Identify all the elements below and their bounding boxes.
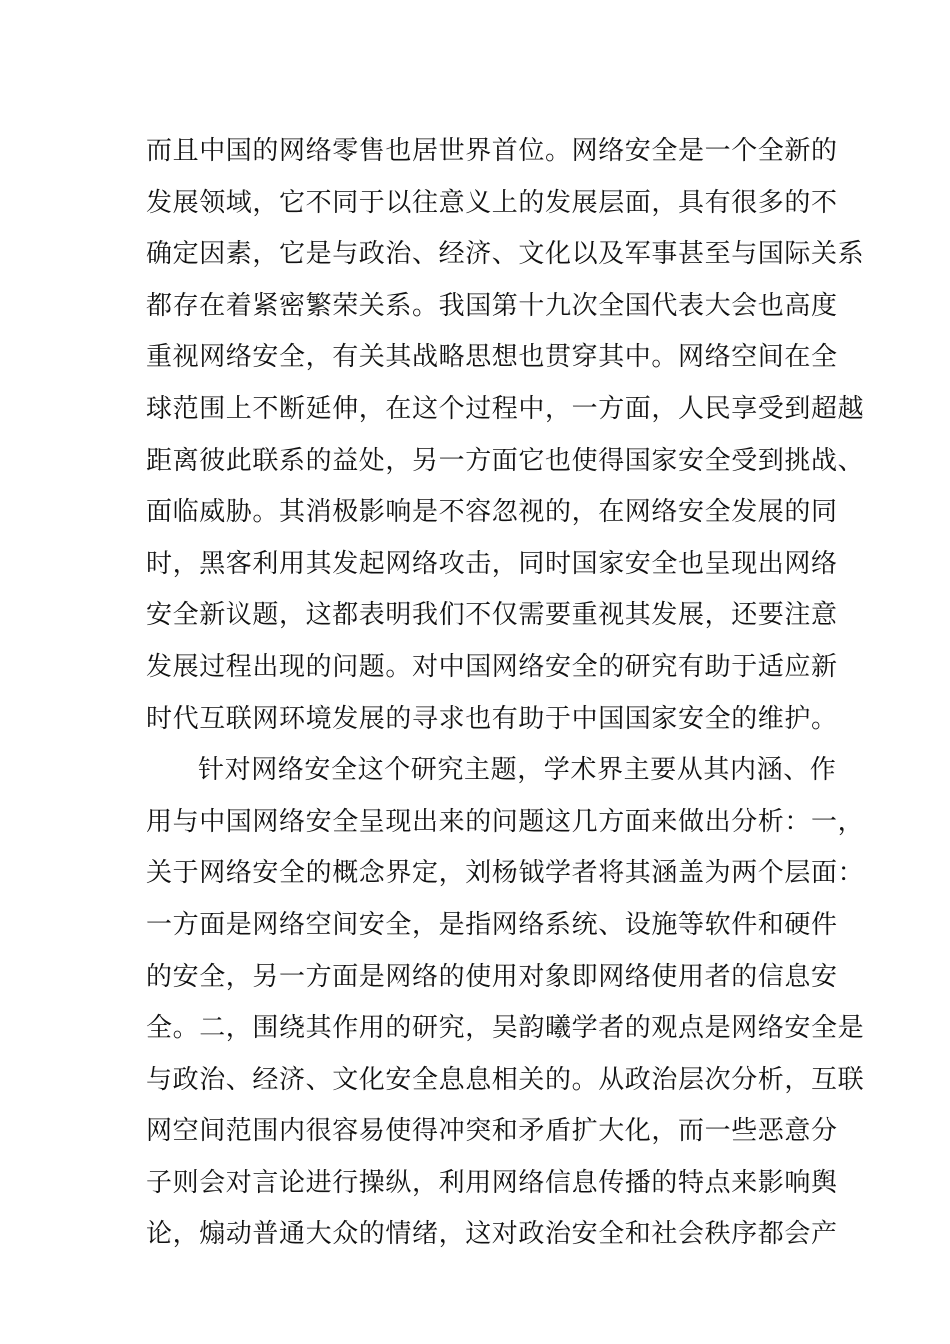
text-line: 用与中国网络安全呈现出来的问题这几方面来做出分析：一， xyxy=(146,806,865,837)
text-line: 发展过程出现的问题。对中国网络安全的研究有助于适应新 xyxy=(146,651,838,682)
text-line: 网空间范围内很容易使得冲突和矛盾扩大化，而一些恶意分 xyxy=(146,1116,838,1147)
text-line: 发展领域，它不同于以往意义上的发展层面，具有很多的不 xyxy=(146,187,838,218)
text-line: 球范围上不断延伸，在这个过程中，一方面，人民享受到超越 xyxy=(146,393,865,424)
text-line: 重视网络安全，有关其战略思想也贯穿其中。网络空间在全 xyxy=(146,342,838,373)
text-line: 的安全，另一方面是网络的使用对象即网络使用者的信息安 xyxy=(146,961,838,992)
text-line: 而且中国的网络零售也居世界首位。网络安全是一个全新的 xyxy=(146,136,838,166)
text-line: 论，煽动普通大众的情绪，这对政治安全和社会秩序都会产 xyxy=(146,1219,838,1250)
text-line: 针对网络安全这个研究主题，学术界主要从其内涵、作 xyxy=(198,755,837,786)
text-line: 时代互联网环境发展的寻求也有助于中国国家安全的维护。 xyxy=(146,703,838,734)
paragraph-1 xyxy=(146,126,865,745)
text-line: 都存在着紧密繁荣关系。我国第十九次全国代表大会也高度 xyxy=(146,290,838,321)
text-line: 距离彼此联系的益处，另一方面它也使得国家安全受到挑战、 xyxy=(146,445,865,476)
text-line: 与政治、经济、文化安全息息相关的。从政治层次分析，互联 xyxy=(146,1064,865,1095)
text-line: 时，黑客利用其发起网络攻击，同时国家安全也呈现出网络 xyxy=(146,548,838,579)
text-line: 关于网络安全的概念界定，刘杨钺学者将其涵盖为两个层面： xyxy=(146,858,865,889)
text-line: 子则会对言论进行操纵，利用网络信息传播的特点来影响舆 xyxy=(146,1167,838,1198)
text-line: 确定因素，它是与政治、经济、文化以及军事甚至与国际关系 xyxy=(146,239,865,270)
text-line: 全。二，围绕其作用的研究，吴韵曦学者的观点是网络安全是 xyxy=(146,1013,865,1044)
paragraph-2 xyxy=(146,745,865,1261)
text-line: 安全新议题，这都表明我们不仅需要重视其发展，还要注意 xyxy=(146,600,838,631)
text-line: 一方面是网络空间安全，是指网络系统、设施等软件和硬件 xyxy=(146,909,838,940)
text-line: 面临威胁。其消极影响是不容忽视的，在网络安全发展的同 xyxy=(146,497,838,528)
body-text xyxy=(146,126,865,1261)
